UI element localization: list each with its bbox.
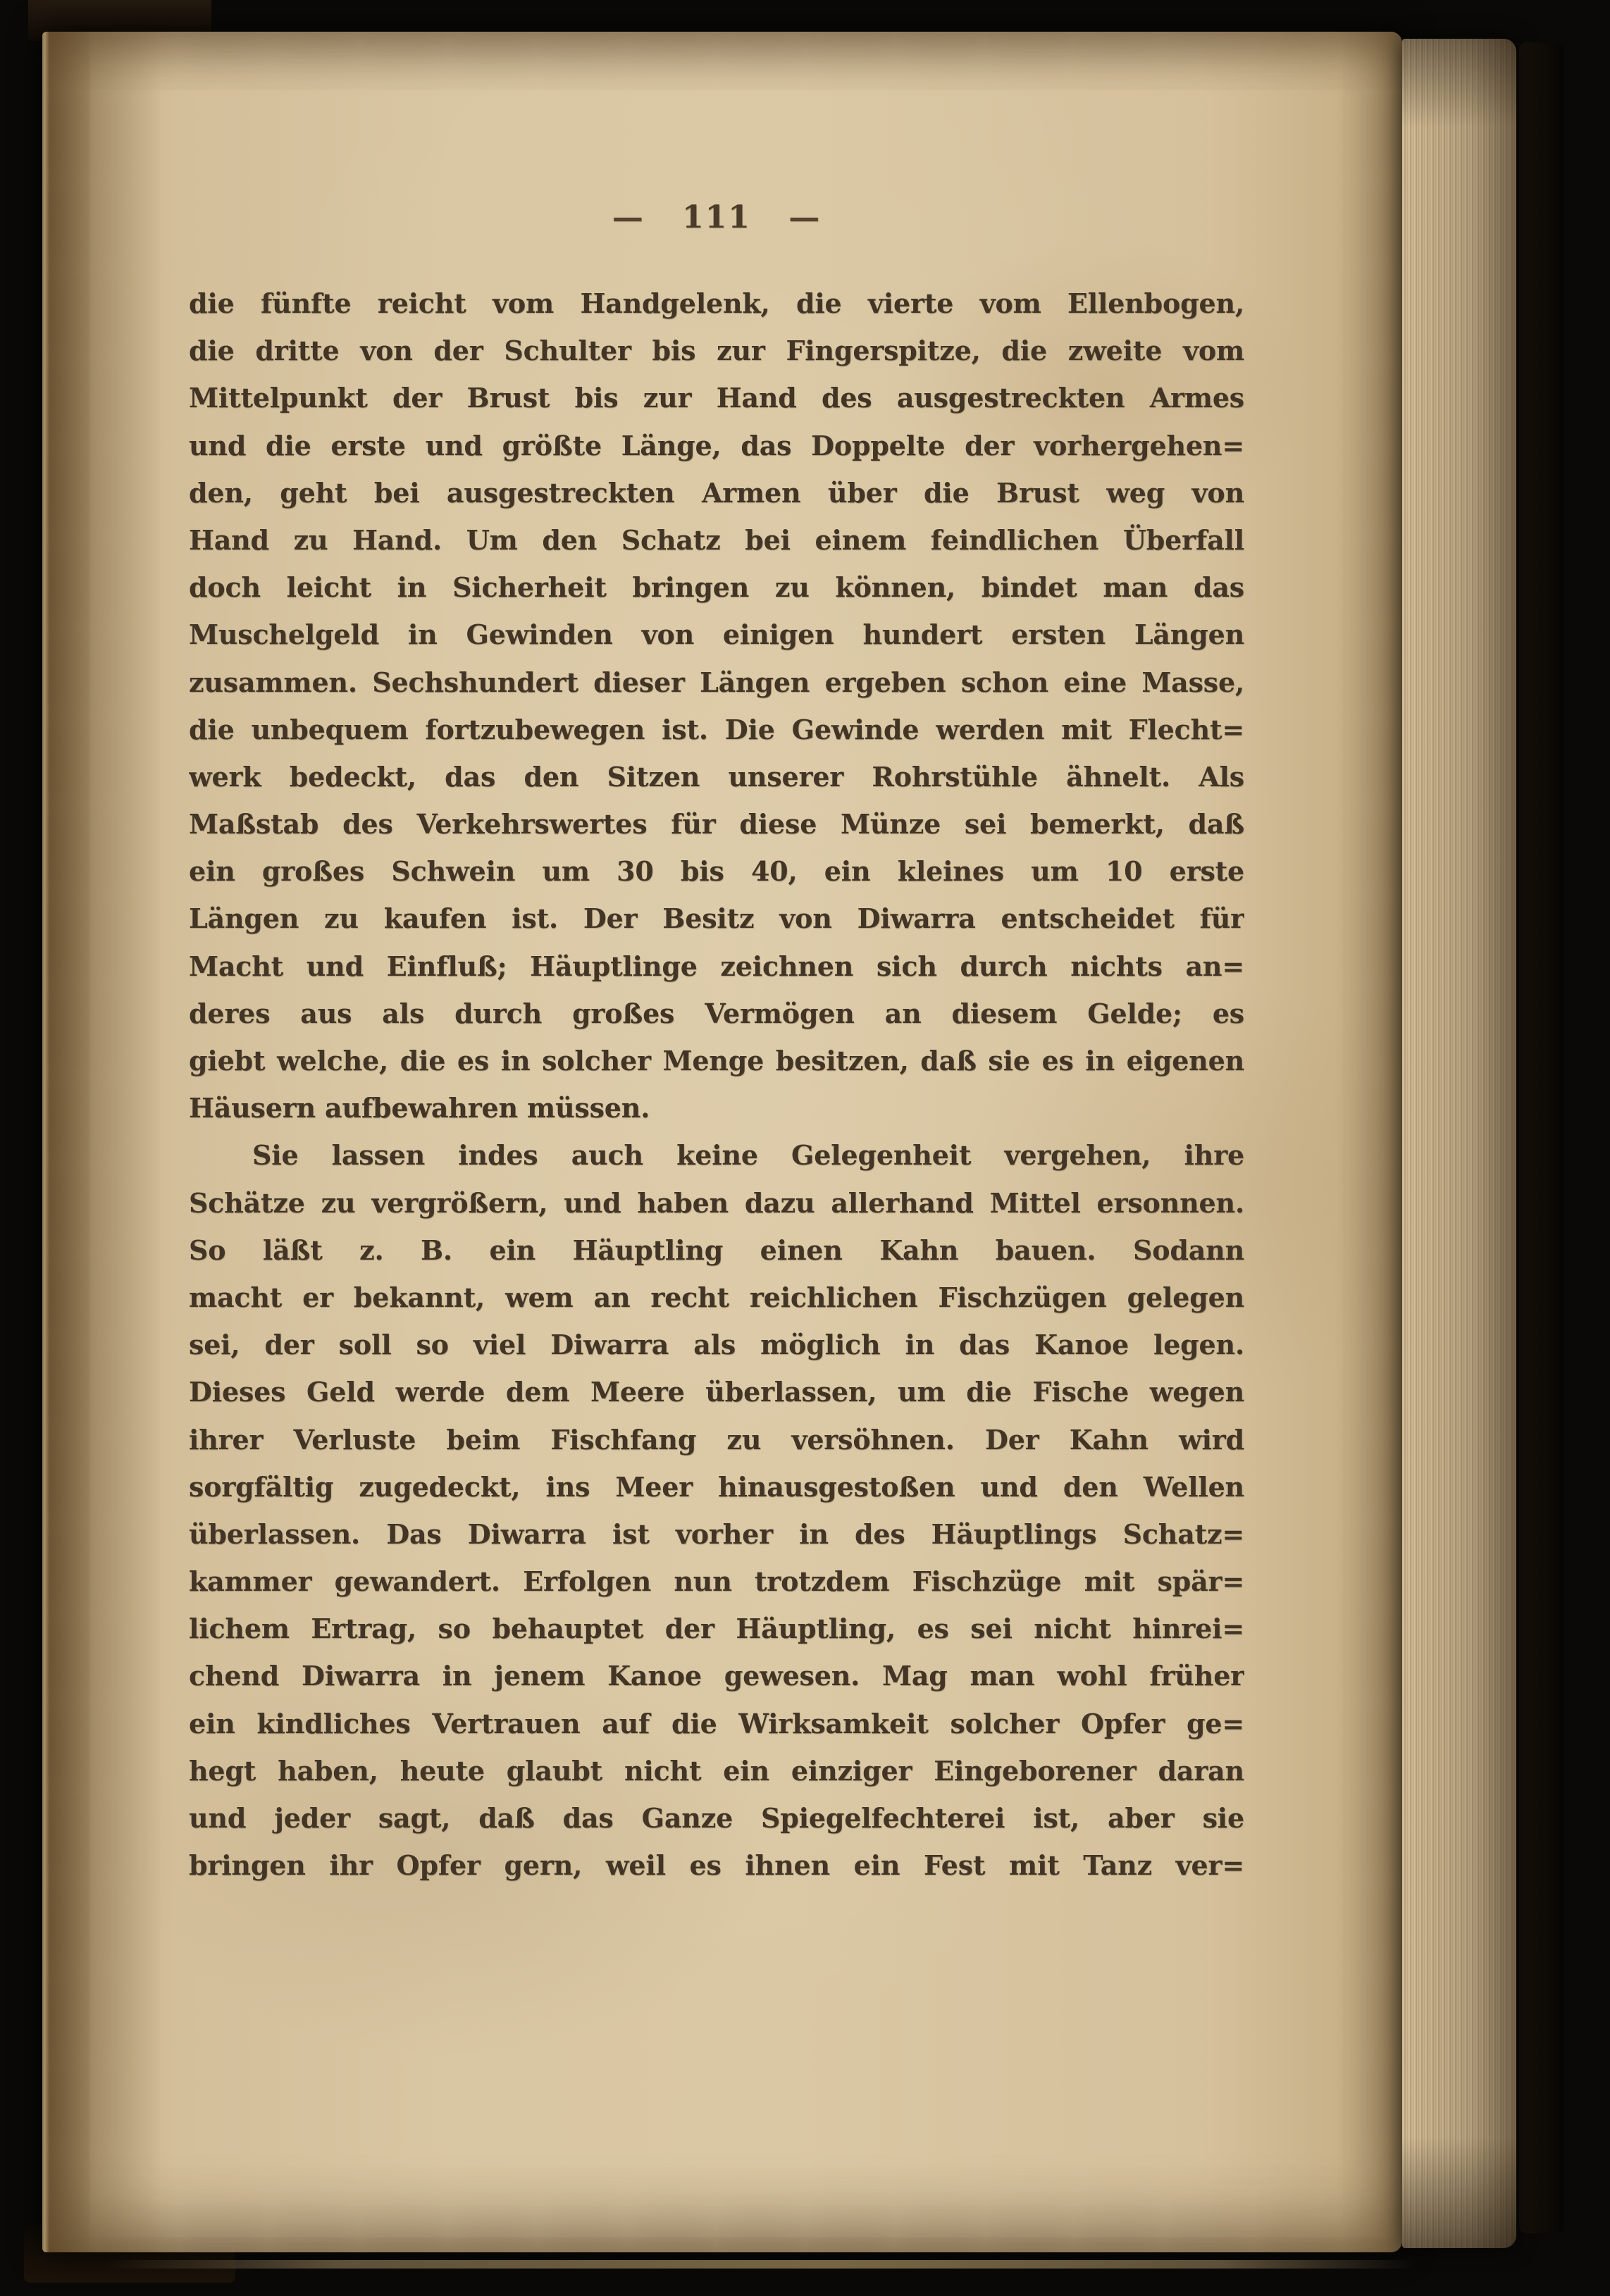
text-line: Maßstab des Verkehrswertes für diese Münze sei bemerkt, daß	[189, 808, 1244, 840]
book-cover-edge-right	[1519, 42, 1564, 2233]
text-line: und jeder sagt, daß das Ganze Spiegelfechterei ist, aber sie	[189, 1802, 1244, 1834]
paragraph	[189, 280, 1244, 1131]
text-line: Muschelgeld in Gewinden von einigen hundert ersten Längen	[189, 619, 1244, 651]
text-line: Macht und Einfluß; Häuptlinge zeichnen sich durch nichts an=	[189, 950, 1244, 982]
text-line: die unbequem fortzubewegen ist. Die Gewinde werden mit Flecht=	[189, 713, 1244, 745]
text-line: So läßt z. B. ein Häuptling einen Kahn bauen. Sodann	[189, 1234, 1244, 1266]
text-line: macht er bekannt, wem an recht reichlichen Fischzügen gelegen	[189, 1281, 1244, 1313]
text-line: sei, der soll so viel Diwarra als möglich in das Kanoe legen.	[189, 1329, 1244, 1361]
text-line: Längen zu kaufen ist. Der Besitz von Diwarra entscheidet für	[189, 902, 1244, 935]
text-line: zusammen. Sechshundert dieser Längen ergeben schon eine Masse,	[189, 666, 1244, 698]
gutter-shadow	[42, 32, 162, 2252]
text-line: die dritte von der Schulter bis zur Fingerspitze, die zweite vom	[189, 335, 1244, 367]
text-line: werk bedeckt, das den Sitzen unserer Rohrstühle ähnelt. Als	[189, 760, 1244, 793]
text-line: und die erste und größte Länge, das Doppelte der vorhergehen=	[189, 429, 1244, 461]
text-line: deres aus als durch großes Vermögen an diesem Gelde; es	[189, 997, 1244, 1029]
text-line: Dieses Geld werde dem Meere überlassen, um die Fische wegen	[189, 1376, 1244, 1408]
header-dash-right: —	[788, 199, 822, 235]
text-line: ihrer Verluste beim Fischfang zu versöhnen. Der Kahn wird	[189, 1423, 1244, 1456]
text-line: bringen ihr Opfer gern, weil es ihnen ein Fest mit Tanz ver=	[189, 1849, 1244, 1882]
paragraph	[189, 1131, 1244, 1889]
text-line: Häusern aufbewahren müssen.	[189, 1092, 650, 1124]
page-number: 111	[682, 199, 751, 235]
page-header	[189, 199, 1244, 235]
text-line: überlassen. Das Diwarra ist vorher in des Häuptlings Schatz=	[189, 1518, 1244, 1550]
text-line: hegt haben, heute glaubt nicht ein einziger Eingeborener daran	[189, 1754, 1244, 1787]
text-line: den, geht bei ausgestreckten Armen über die Brust weg von	[189, 476, 1244, 509]
text-line: ein großes Schwein um 30 bis 40, ein kleines um 10 erste	[189, 855, 1244, 888]
text-line: giebt welche, die es in solcher Menge besitzen, daß sie es in eigenen	[189, 1045, 1244, 1076]
header-dash-left: —	[612, 199, 645, 235]
text-line: sorgfältig zugedeckt, ins Meer hinausgestoßen und den Wellen	[189, 1470, 1244, 1503]
text-line: Sie lassen indes auch keine Gelegenheit vergehen, ihre	[252, 1139, 1244, 1172]
page-edge-stack	[1402, 39, 1516, 2248]
book-bottom-edge	[106, 2260, 1416, 2269]
text-line: chend Diwarra in jenem Kanoe gewesen. Mag man wohl früher	[189, 1660, 1244, 1692]
text-line: die fünfte reicht vom Handgelenk, die vierte vom Ellenbogen,	[189, 287, 1244, 319]
text-line: Mittelpunkt der Brust bis zur Hand des ausgestreckten Armes	[189, 382, 1244, 414]
text-line: kammer gewandert. Erfolgen nun trotzdem Fischzüge mit spär=	[189, 1565, 1244, 1598]
text-line: Schätze zu vergrößern, und haben dazu allerhand Mittel ersonnen.	[189, 1186, 1244, 1219]
body-text	[189, 280, 1244, 1889]
text-line: ein kindliches Vertrauen auf die Wirksamkeit solcher Opfer ge=	[189, 1707, 1244, 1739]
text-line: lichem Ertrag, so behauptet der Häuptling, es sei nicht hinrei=	[189, 1613, 1244, 1645]
text-line: doch leicht in Sicherheit bringen zu können, bindet man das	[189, 571, 1244, 604]
book-page	[42, 32, 1402, 2252]
text-line: Hand zu Hand. Um den Schatz bei einem feindlichen Überfall	[189, 523, 1244, 556]
